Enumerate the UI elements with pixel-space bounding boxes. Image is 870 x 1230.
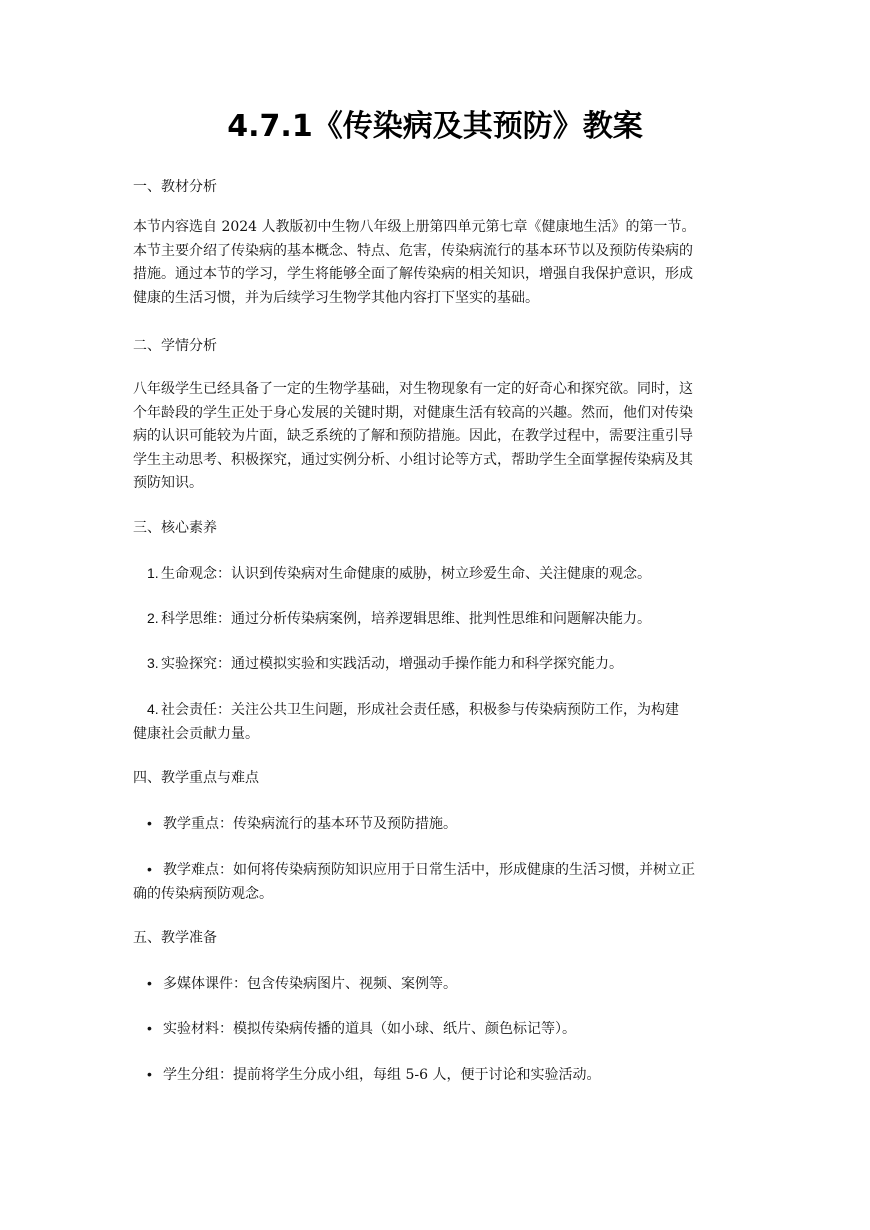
list-item-text: 实验材料：模拟传染病传播的道具（如小球、纸片、颜色标记等）。: [163, 1021, 576, 1037]
bullet-icon: •: [147, 1020, 152, 1036]
list-item: [133, 972, 741, 997]
list-item-text: 科学思维：通过分析传染病案例，培养逻辑思维、批判性思维和问题解决能力。: [161, 611, 651, 627]
paragraph-line: 学生主动思考、积极探究，通过实例分析、小组讨论等方式，帮助学生全面掌握传染病及其: [133, 451, 693, 468]
paragraph-line: 本节内容选自 2024 人教版初中生物八年级上册第四单元第七章《健康地生活》的第一节。: [133, 219, 696, 235]
list-number: 1.: [147, 565, 159, 581]
list-item-text: 社会责任：关注公共卫生问题，形成社会责任感，积极参与传染病预防工作，为构建: [161, 702, 679, 718]
list-item-text: 实验探究：通过模拟实验和实践活动，增强动手操作能力和科学探究能力。: [161, 656, 623, 672]
list-item-text: 生命观念：认识到传染病对生命健康的威胁，树立珍爱生命、关注健康的观念。: [161, 566, 651, 582]
section-heading-key-points: 四、教学重点与难点: [133, 770, 259, 786]
section-heading-material-analysis: 一、教材分析: [133, 179, 217, 195]
list-number: 3.: [147, 655, 159, 671]
list-item-continuation: 确的传染病预防观念。: [133, 885, 273, 902]
list-item: [133, 607, 741, 632]
list-item-continuation: 健康社会贡献力量。: [133, 725, 259, 742]
section-heading-student-analysis: 二、学情分析: [133, 338, 217, 354]
page-title: 4.7.1《传染病及其预防》教案: [227, 109, 643, 144]
paragraph-line: 措施。通过本节的学习，学生将能够全面了解传染病的相关知识，增强自我保护意识，形成: [133, 266, 693, 283]
bullet-icon: •: [147, 815, 152, 831]
paragraph-line: 个年龄段的学生正处于身心发展的关键时期，对健康生活有较高的兴趣。然而，他们对传染: [133, 404, 693, 421]
section-heading-core-competencies: 三、核心素养: [133, 520, 217, 536]
list-item: [133, 1063, 741, 1088]
list-item: [133, 858, 741, 906]
bullet-icon: •: [147, 975, 152, 991]
paragraph-line: 预防知识。: [133, 475, 203, 492]
list-item-text: 教学重点：传染病流行的基本环节及预防措施。: [163, 816, 457, 832]
list-item: [133, 562, 741, 587]
bullet-icon: •: [147, 861, 152, 877]
paragraph-material-analysis: [133, 216, 741, 310]
paragraph-line: 病的认识可能较为片面，缺乏系统的了解和预防措施。因此，在教学过程中，需要注重引导: [133, 428, 693, 445]
list-item: [133, 1017, 741, 1042]
list-item-text: 教学难点：如何将传染病预防知识应用于日常生活中，形成健康的生活习惯，并树立正: [163, 862, 695, 878]
list-item: [133, 698, 741, 746]
list-item: [133, 812, 741, 837]
paragraph-line: 八年级学生已经具备了一定的生物学基础，对生物现象有一定的好奇心和探究欲。同时，这: [133, 381, 693, 397]
list-item-text: 多媒体课件：包含传染病图片、视频、案例等。: [163, 976, 457, 992]
paragraph-line: 本节主要介绍了传染病的基本概念、特点、危害，传染病流行的基本环节以及预防传染病的: [133, 242, 693, 259]
paragraph-line: 健康的生活习惯，并为后续学习生物学其他内容打下坚实的基础。: [133, 289, 539, 306]
list-item: [133, 652, 741, 677]
paragraph-student-analysis: [133, 378, 741, 496]
bullet-icon: •: [147, 1066, 152, 1082]
list-number: 2.: [147, 610, 159, 626]
list-number: 4.: [147, 701, 159, 717]
list-item-text: 学生分组：提前将学生分成小组，每组 5-6 人，便于讨论和实验活动。: [163, 1067, 601, 1083]
section-heading-preparation: 五、教学准备: [133, 930, 217, 946]
